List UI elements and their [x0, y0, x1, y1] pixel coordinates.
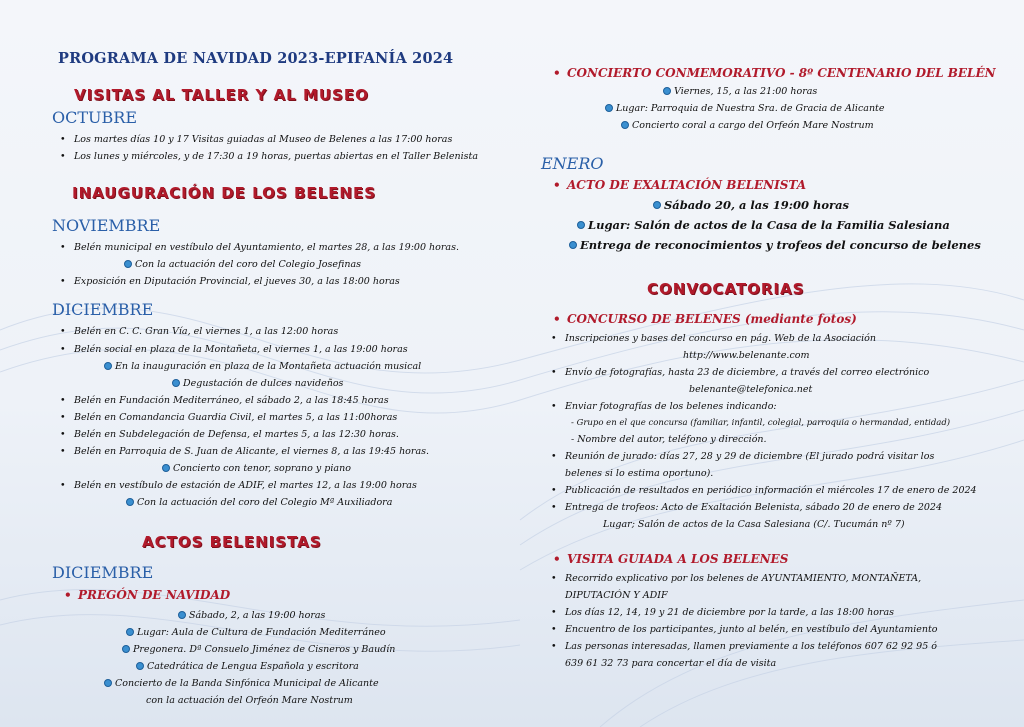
blue-dot-icon: [104, 362, 112, 370]
sub-item: Viernes, 15, a las 21:00 horas: [663, 86, 817, 97]
list-item-continued: 639 61 32 73 para concertar el día de visita: [565, 658, 777, 669]
list-item: • Belén en vestíbulo de estación de ADIF, el martes 12, a las 19:00 horas: [74, 480, 417, 491]
blue-dot-icon: [162, 464, 170, 472]
sub-item: - Grupo en el que concursa (familiar, infantil, colegial, parroquia o hermandad, entidad): [571, 418, 951, 428]
list-item: • Belén en Comandancia Guardia Civil, el martes 5, a las 11:00horas: [74, 412, 397, 423]
list-item: • Belén en Parroquia de S. Juan de Alicante, el viernes 8, a las 19:45 horas.: [74, 446, 429, 457]
blue-dot-icon: [124, 260, 132, 268]
exaltacion-heading: • ACTO DE EXALTACIÓN BELENISTA: [567, 178, 806, 192]
blue-dot-icon: [172, 379, 180, 387]
list-item: • Belén municipal en vestíbulo del Ayuntamiento, el martes 28, a las 19:00 horas.: [74, 242, 459, 253]
list-item: • Envío de fotografías, hasta 23 de diciembre, a través del correo electrónico: [565, 367, 929, 378]
blue-dot-icon: [136, 662, 144, 670]
section-heading-inauguracion: INAUGURACIÓN DE LOS BELENES: [72, 184, 377, 202]
section-heading-visitas: VISITAS AL TALLER Y AL MUSEO: [74, 86, 369, 104]
blue-dot-icon: [653, 201, 661, 209]
sub-item: En la inauguración en plaza de la Montañeta actuación musical: [104, 361, 421, 372]
blue-dot-icon: [126, 498, 134, 506]
blue-dot-icon: [621, 121, 629, 129]
list-item: • Los días 12, 14, 19 y 21 de diciembre por la tarde, a las 18:00 horas: [565, 607, 894, 618]
list-item: • Inscripciones y bases del concurso en pág. Web de la Asociación: [565, 333, 876, 344]
list-item: • Belén en C. C. Gran Vía, el viernes 1, a las 12:00 horas: [74, 326, 338, 337]
list-item: • Belén en Fundación Mediterráneo, el sábado 2, a las 18:45 horas: [74, 395, 389, 406]
sub-item: Catedrática de Lengua Española y escritora: [136, 661, 359, 672]
list-item: • Belén social en plaza de la Montañeta, el viernes 1, a las 19:00 horas: [74, 344, 408, 355]
blue-dot-icon: [104, 679, 112, 687]
list-item: • Los lunes y miércoles, y de 17:30 a 19 horas, puertas abiertas en el Taller Belenista: [74, 151, 478, 162]
blue-dot-icon: [569, 241, 577, 249]
email-address: belenante@telefonica.net: [689, 384, 813, 395]
list-item: • Reunión de jurado: días 27, 28 y 29 de diciembre (El jurado podrá visitar los: [565, 451, 934, 462]
list-item: • Encuentro de los participantes, junto al belén, en vestíbulo del Ayuntamiento: [565, 624, 938, 635]
blue-dot-icon: [178, 611, 186, 619]
list-item-continued: Lugar; Salón de actos de la Casa Salesiana (C/. Tucumán nº 7): [603, 519, 905, 530]
sub-item: - Nombre del autor, teléfono y dirección.: [571, 434, 767, 445]
month-noviembre: NOVIEMBRE: [52, 216, 161, 235]
sub-item: Concierto coral a cargo del Orfeón Mare Nostrum: [621, 120, 874, 131]
month-diciembre-actos: DICIEMBRE: [52, 563, 154, 582]
sub-item: Entrega de reconocimientos y trofeos del concurso de belenes: [569, 238, 981, 252]
blue-dot-icon: [126, 628, 134, 636]
sub-item: Concierto con tenor, soprano y piano: [162, 463, 351, 474]
sub-item: Sábado 20, a las 19:00 horas: [653, 198, 849, 212]
section-heading-convocatorias: CONVOCATORIAS: [647, 280, 805, 298]
concierto-heading: • CONCIERTO CONMEMORATIVO - 8º CENTENARIO DEL BELÉN: [567, 66, 996, 80]
website-url: http://www.belenante.com: [683, 350, 810, 361]
program-title: PROGRAMA DE NAVIDAD 2023-EPIFANÍA 2024: [58, 50, 454, 67]
concurso-heading: • CONCURSO DE BELENES (mediante fotos): [567, 312, 857, 326]
list-item: • Enviar fotografías de los belenes indicando:: [565, 401, 777, 412]
list-item-continued: DIPUTACIÓN Y ADIF: [565, 590, 668, 601]
sub-item: Lugar: Parroquia de Nuestra Sra. de Gracia de Alicante: [605, 103, 885, 114]
visita-heading: • VISITA GUIADA A LOS BELENES: [567, 552, 788, 566]
list-item: • Recorrido explicativo por los belenes de AYUNTAMIENTO, MONTAÑETA,: [565, 573, 921, 584]
month-octubre: OCTUBRE: [52, 108, 137, 127]
blue-dot-icon: [577, 221, 585, 229]
pregon-heading: • PREGÓN DE NAVIDAD: [78, 588, 230, 602]
list-item: • Belén en Subdelegación de Defensa, el martes 5, a las 12:30 horas.: [74, 429, 399, 440]
list-item-continued: belenes si lo estima oportuno).: [565, 468, 714, 479]
sub-item: Sábado, 2, a las 19:00 horas: [178, 610, 325, 621]
sub-item: Concierto de la Banda Sinfónica Municipal de Alicante: [104, 678, 379, 689]
sub-item: Lugar: Salón de actos de la Casa de la Familia Salesiana: [577, 218, 950, 232]
blue-dot-icon: [605, 104, 613, 112]
sub-item: con la actuación del Orfeón Mare Nostrum: [146, 695, 353, 706]
sub-item: Lugar: Aula de Cultura de Fundación Mediterráneo: [126, 627, 386, 638]
sub-item: Con la actuación del coro del Colegio Mª Auxiliadora: [126, 497, 392, 508]
list-item: • Las personas interesadas, llamen previamente a los teléfonos 607 62 92 95 ó: [565, 641, 937, 652]
sub-item: Pregonera. Dª Consuelo Jiménez de Cisneros y Baudín: [122, 644, 395, 655]
month-enero: ENERO: [541, 154, 604, 173]
list-item: • Entrega de trofeos: Acto de Exaltación Belenista, sábado 20 de enero de 2024: [565, 502, 942, 513]
month-diciembre: DICIEMBRE: [52, 300, 154, 319]
sub-item: Degustación de dulces navideños: [172, 378, 343, 389]
section-heading-actos: ACTOS BELENISTAS: [142, 533, 322, 551]
blue-dot-icon: [122, 645, 130, 653]
blue-dot-icon: [663, 87, 671, 95]
list-item: • Los martes días 10 y 17 Visitas guiadas al Museo de Belenes a las 17:00 horas: [74, 134, 452, 145]
list-item: • Publicación de resultados en periódico información el miércoles 17 de enero de 2024: [565, 485, 977, 496]
sub-item: Con la actuación del coro del Colegio Josefinas: [124, 259, 361, 270]
list-item: • Exposición en Diputación Provincial, el jueves 30, a las 18:00 horas: [74, 276, 400, 287]
